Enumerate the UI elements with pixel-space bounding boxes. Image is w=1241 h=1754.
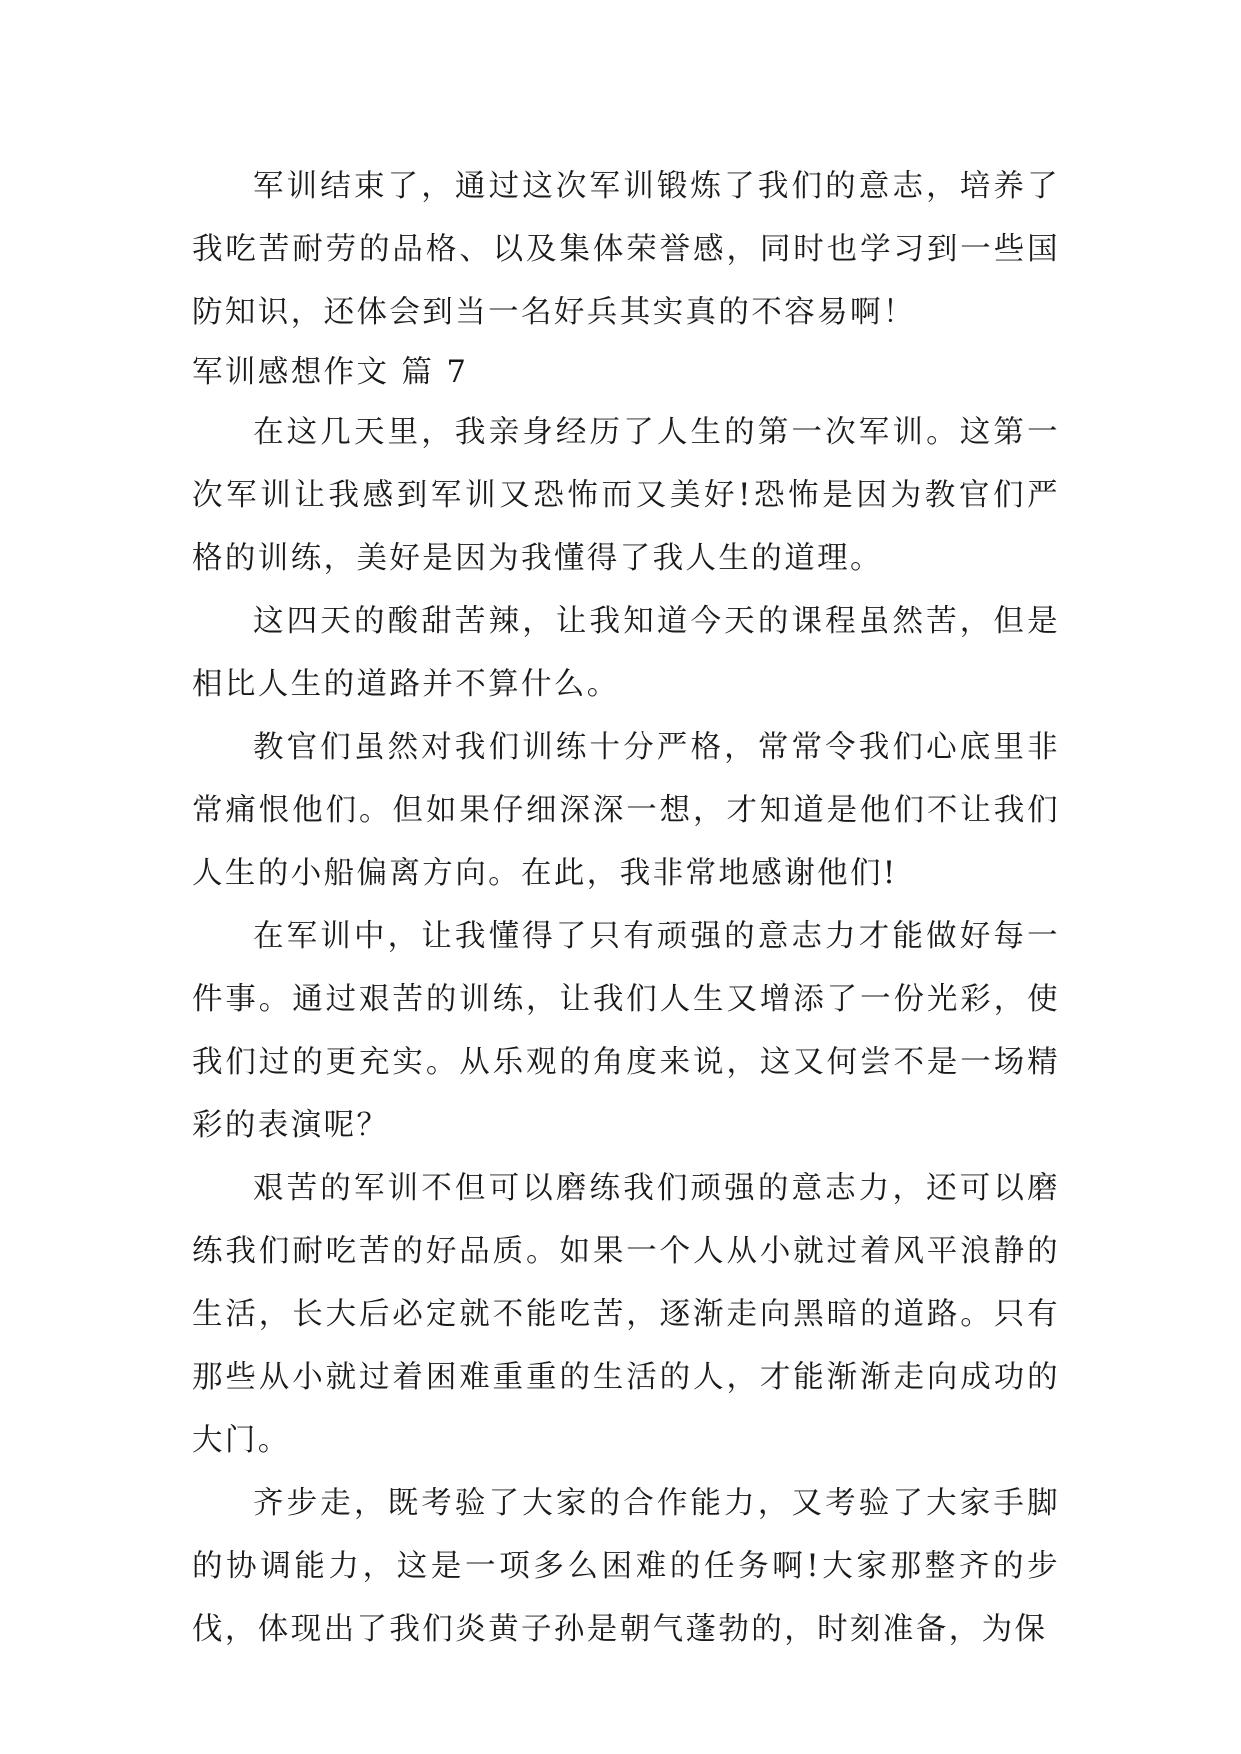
- paragraph-6: 齐步走，既考验了大家的合作能力，又考验了大家手脚的协调能力，这是一项多么困难的任务啊!大家那整齐的步伐，体现出了我们炎黄子孙是朝气蓬勃的，时刻准备，为保: [192, 1486, 1060, 1647]
- paragraph-1: 在这几天里，我亲身经历了人生的第一次军训。这第一次军训让我感到军训又恐怖而又美好!恐怖是因为教官们严格的训练，美好是因为我懂得了我人生的道理。: [192, 415, 1060, 576]
- paragraph-2: 这四天的酸甜苦辣，让我知道今天的课程虽然苦，但是相比人生的道路并不算什么。: [192, 604, 1060, 702]
- paragraph-3: 教官们虽然对我们训练十分严格，常常令我们心底里非常痛恨他们。但如果仔细深深一想，才知道是他们不让我们人生的小船偏离方向。在此，我非常地感谢他们!: [192, 730, 1060, 891]
- document-page: [192, 155, 1060, 1661]
- paragraph-4: 在军训中，让我懂得了只有顽强的意志力才能做好每一件事。通过艰苦的训练，让我们人生又增添了一份光彩，使我们过的更充实。从乐观的角度来说，这又何尝不是一场精彩的表演呢？: [192, 919, 1060, 1143]
- section-heading: 军训感想作文 篇 7: [192, 355, 469, 390]
- paragraph-intro: 军训结束了，通过这次军训锻炼了我们的意志，培养了我吃苦耐劳的品格、以及集体荣誉感，同时也学习到一些国防知识，还体会到当一名好兵其实真的不容易啊！: [192, 169, 1060, 330]
- paragraph-5: 艰苦的军训不但可以磨练我们顽强的意志力，还可以磨练我们耐吃苦的好品质。如果一个人从小就过着风平浪静的生活，长大后必定就不能吃苦，逐渐走向黑暗的道路。只有那些从小就过着困难重重的生活的人，才能渐渐走向成功的大门。: [192, 1171, 1060, 1458]
